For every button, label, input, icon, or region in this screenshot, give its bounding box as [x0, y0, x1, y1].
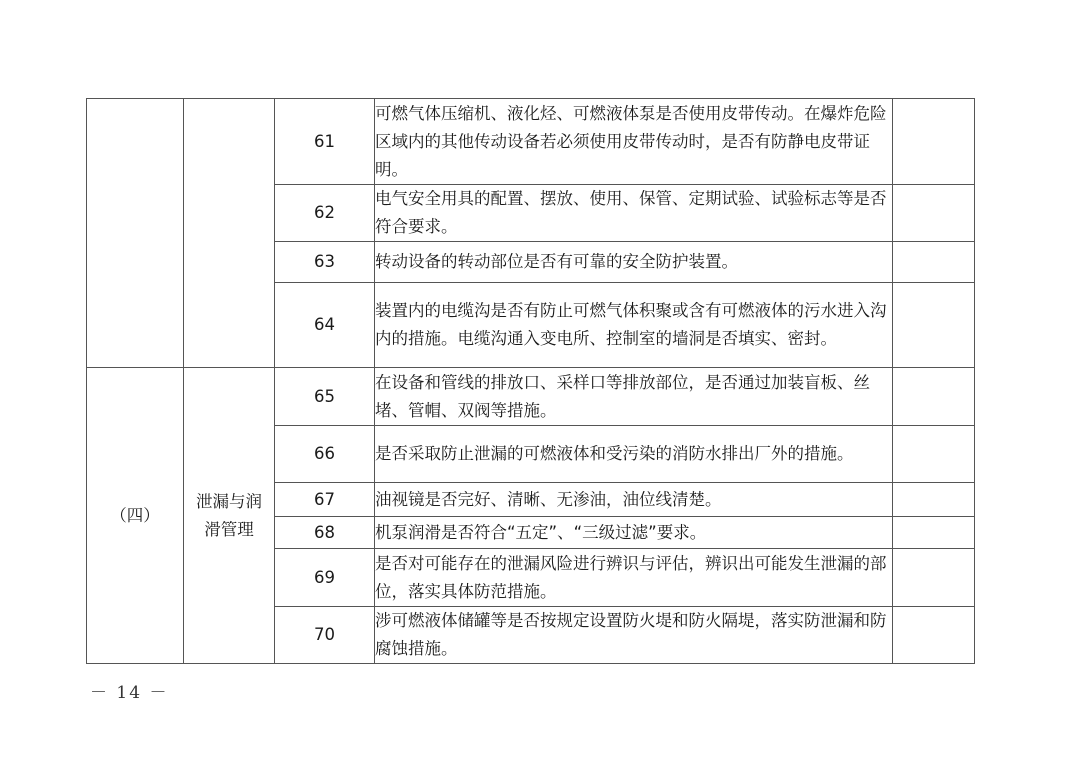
remark-cell: [893, 517, 975, 549]
remark-cell: [893, 283, 975, 368]
item-number: 67: [275, 483, 375, 517]
remark-cell: [893, 607, 975, 664]
item-text: 是否采取防止泄漏的可燃液体和受污染的消防水排出厂外的措施。: [375, 426, 893, 483]
item-text: 涉可燃液体储罐等是否按规定设置防火堤和防火隔堤，落实防泄漏和防腐蚀措施。: [375, 607, 893, 664]
item-number: 69: [275, 549, 375, 607]
category-cell-empty: [184, 99, 275, 368]
item-number: 70: [275, 607, 375, 664]
remark-cell: [893, 368, 975, 426]
item-number: 68: [275, 517, 375, 549]
item-text: 转动设备的转动部位是否有可靠的安全防护装置。: [375, 242, 893, 283]
remark-cell: [893, 549, 975, 607]
item-number: 63: [275, 242, 375, 283]
checklist-table: [86, 98, 975, 664]
item-text: 在设备和管线的排放口、采样口等排放部位，是否通过加装盲板、丝堵、管帽、双阀等措施。: [375, 368, 893, 426]
item-number: 64: [275, 283, 375, 368]
remark-cell: [893, 483, 975, 517]
category-label-text: 泄漏与润滑管理: [196, 491, 262, 539]
item-text: 电气安全用具的配置、摆放、使用、保管、定期试验、试验标志等是否符合要求。: [375, 185, 893, 242]
category-label: [184, 368, 275, 664]
item-text: 可燃气体压缩机、液化烃、可燃液体泵是否使用皮带传动。在爆炸危险区域内的其他传动设备若必须使用皮带传动时，是否有防静电皮带证明。: [375, 99, 893, 185]
item-text: 是否对可能存在的泄漏风险进行辨识与评估，辨识出可能发生泄漏的部位，落实具体防范措施。: [375, 549, 893, 607]
page-number: － 14 －: [90, 683, 169, 703]
remark-cell: [893, 185, 975, 242]
table-row: [87, 368, 975, 426]
item-number: 62: [275, 185, 375, 242]
remark-cell: [893, 242, 975, 283]
item-text: 油视镜是否完好、清晰、无渗油，油位线清楚。: [375, 483, 893, 517]
section-cell-empty: [87, 99, 184, 368]
item-number: 61: [275, 99, 375, 185]
remark-cell: [893, 426, 975, 483]
item-text: 装置内的电缆沟是否有防止可燃气体积聚或含有可燃液体的污水进入沟内的措施。电缆沟通入变电所、控制室的墙洞是否填实、密封。: [375, 283, 893, 368]
item-number: 65: [275, 368, 375, 426]
table-row: [87, 99, 975, 185]
item-number: 66: [275, 426, 375, 483]
remark-cell: [893, 99, 975, 185]
section-number: （四）: [87, 368, 184, 664]
item-text: 机泵润滑是否符合“五定”、“三级过滤”要求。: [375, 517, 893, 549]
